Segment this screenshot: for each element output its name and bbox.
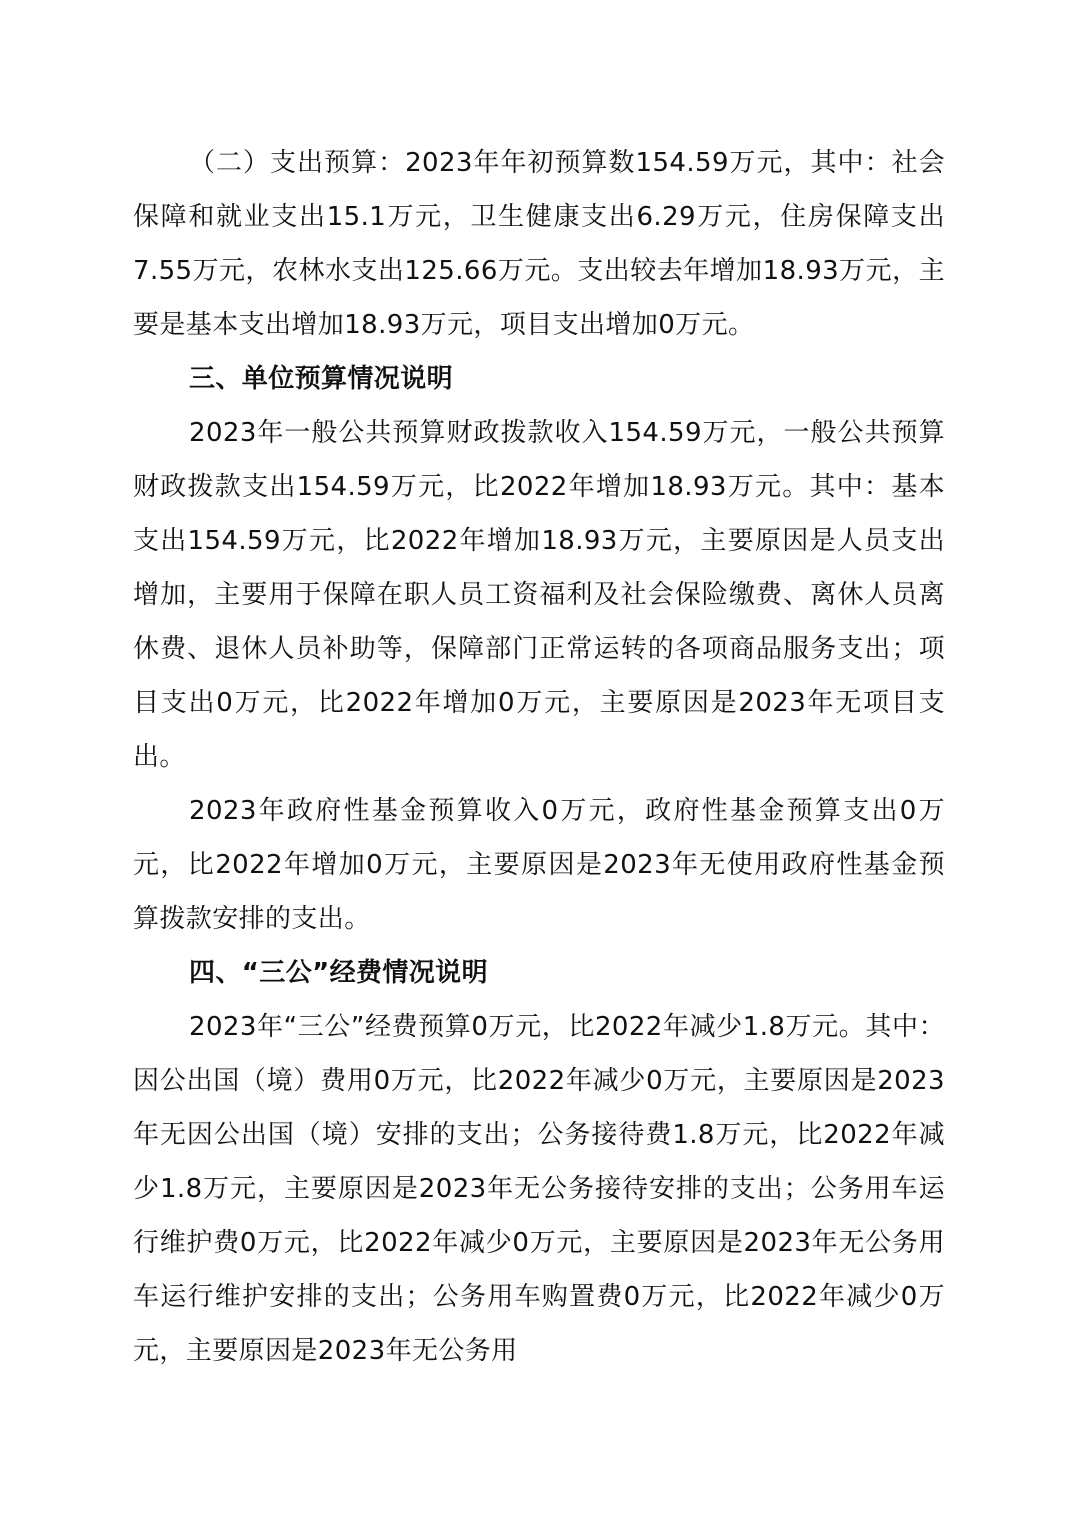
document-body	[133, 136, 945, 1378]
heading-three-public-expenses: 四、“三公”经费情况说明	[189, 958, 488, 988]
paragraph-three-public-expenses: 2023年“三公”经费预算0万元，比2022年减少1.8万元。其中：因公出国（境）费用0万元，比2022年减少0万元，主要原因是2023年无因公出国（境）安排的支出；公务接待费1.8万元，比2022年减少1.8万元，主要原因是2023年无公务接待安排的支出；公务用车运行维护费0万元，比2022年减少0万元，主要原因是2023年无公务用车运行维护安排的支出；公务用车购置费0万元，比2022年减少0万元，主要原因是2023年无公务用	[133, 1012, 945, 1366]
paragraph-general-public-budget: 2023年一般公共预算财政拨款收入154.59万元，一般公共预算财政拨款支出154.59万元，比2022年增加18.93万元。其中：基本支出154.59万元，比2022年增加18.93万元，主要原因是人员支出增加，主要用于保障在职人员工资福利及社会保险缴费、离休人员离休费、退休人员补助等，保障部门正常运转的各项商品服务支出；项目支出0万元，比2022年增加0万元，主要原因是2023年无项目支出。	[133, 418, 945, 772]
paragraph-expenditure-budget: （二）支出预算：2023年年初预算数154.59万元，其中：社会保障和就业支出15.1万元，卫生健康支出6.29万元，住房保障支出7.55万元，农林水支出125.66万元。支出较去年增加18.93万元，主要是基本支出增加18.93万元，项目支出增加0万元。	[133, 148, 945, 340]
heading-unit-budget: 三、单位预算情况说明	[189, 364, 454, 394]
paragraph-government-fund-budget: 2023年政府性基金预算收入0万元，政府性基金预算支出0万元，比2022年增加0万元，主要原因是2023年无使用政府性基金预算拨款安排的支出。	[133, 796, 945, 934]
